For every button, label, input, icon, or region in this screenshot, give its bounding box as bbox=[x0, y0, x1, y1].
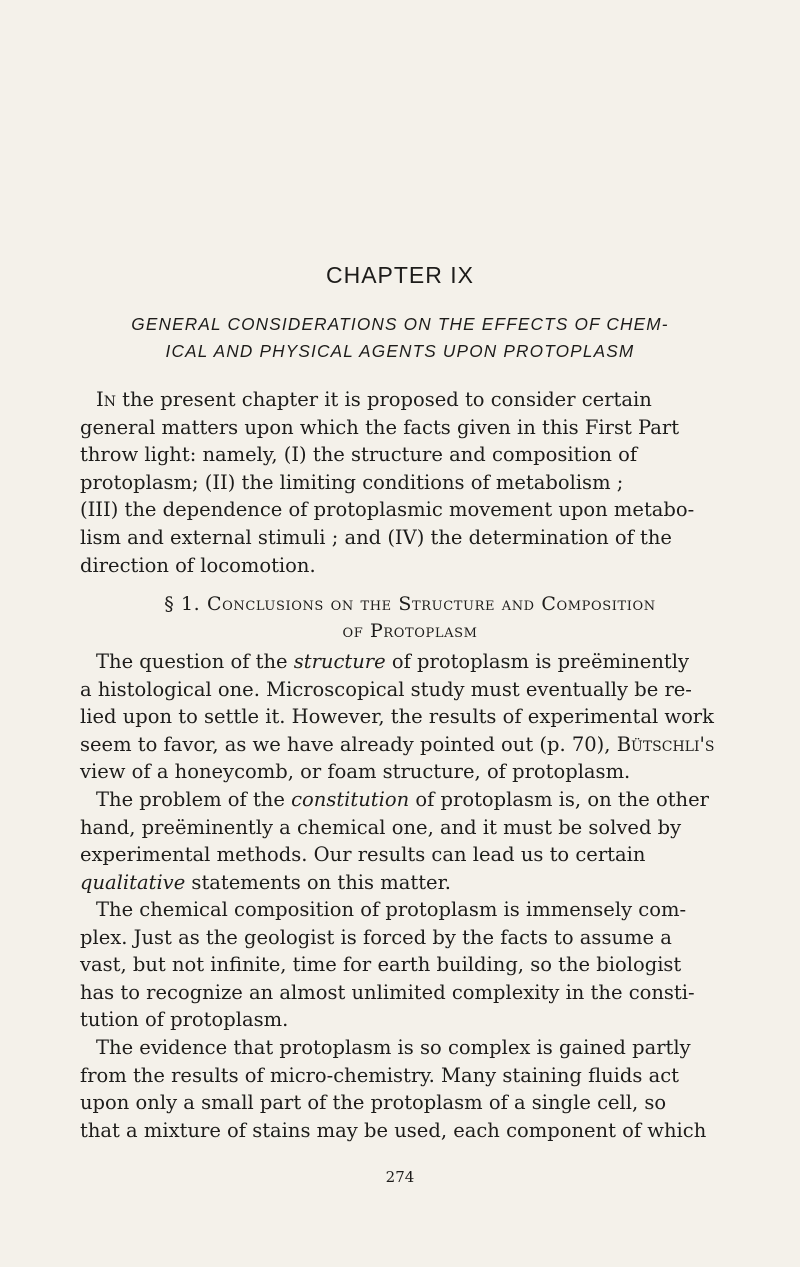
text-line: that a mixture of stains may be used, each component of which bbox=[80, 1118, 707, 1142]
text-line: protoplasm; (II) the limiting conditions of metabolism ; bbox=[80, 470, 624, 494]
text-line: general matters upon which the facts given in this First Part bbox=[80, 415, 680, 439]
text-line: direction of locomotion. bbox=[80, 553, 316, 577]
text-line: plex. Just as the geologist is forced by the facts to assume a bbox=[80, 925, 672, 949]
paragraph-structure bbox=[80, 648, 740, 786]
text-line: from the results of micro-chemistry. Many staining fluids act bbox=[80, 1063, 679, 1087]
text-line: The chemical composition of protoplasm is immensely com- bbox=[96, 898, 687, 921]
first-word: In bbox=[96, 388, 116, 411]
text-line: The evidence that protoplasm is so complex is gained partly bbox=[96, 1036, 691, 1059]
paragraph-evidence bbox=[80, 1034, 740, 1144]
section-heading-line-2: of Protoplasm bbox=[342, 620, 478, 642]
text-line: has to recognize an almost unlimited complexity in the consti- bbox=[80, 980, 695, 1004]
text-line: (III) the dependence of protoplasmic movement upon metabo- bbox=[80, 498, 695, 522]
text-line bbox=[80, 869, 740, 897]
text-line: lism and external stimuli ; and (IV) the determination of the bbox=[80, 525, 672, 549]
chapter-title bbox=[68, 311, 732, 365]
text-line: tution of protoplasm. bbox=[80, 1008, 289, 1032]
text-line: a histological one. Microscopical study must eventually be re- bbox=[80, 677, 692, 701]
author-name: Bütschli's bbox=[616, 732, 715, 756]
section-heading bbox=[80, 591, 740, 645]
italic-term: structure bbox=[293, 650, 386, 673]
text-line: experimental methods. Our results can lead us to certain bbox=[80, 843, 646, 867]
chapter-heading: CHAPTER IX bbox=[325, 262, 475, 288]
chapter-title-line-1: GENERAL CONSIDERATIONS ON THE EFFECTS OF CHEM- bbox=[131, 314, 669, 334]
text-line: vast, but not infinite, time for earth building, so the biologist bbox=[80, 953, 682, 977]
text-fragment: seem to favor, as we have already pointed out (p. 70), bbox=[80, 732, 617, 756]
text-fragment: the present chapter it is proposed to consider certain bbox=[115, 388, 652, 411]
text-line: view of a honeycomb, or foam structure, of protoplasm. bbox=[80, 760, 631, 784]
italic-term: qualitative bbox=[80, 870, 186, 894]
text-fragment: of protoplasm is preëminently bbox=[385, 650, 689, 673]
text-line bbox=[80, 648, 740, 676]
text-fragment: The problem of the bbox=[96, 788, 292, 811]
text-fragment: The question of the bbox=[96, 650, 294, 673]
italic-term: constitution bbox=[291, 788, 410, 811]
intro-paragraph bbox=[80, 386, 740, 579]
paragraph-constitution bbox=[80, 786, 740, 896]
text-line bbox=[80, 731, 740, 759]
text-line: hand, preëminently a chemical one, and it must be solved by bbox=[80, 815, 682, 839]
text-fragment: statements on this matter. bbox=[185, 870, 451, 894]
text-line: lied upon to settle it. However, the results of experimental work bbox=[80, 705, 714, 729]
page-number: 274 bbox=[385, 1168, 415, 1186]
text-line bbox=[80, 386, 740, 414]
text-line: upon only a small part of the protoplasm of a single cell, so bbox=[80, 1091, 667, 1115]
paragraph-composition bbox=[80, 896, 740, 1034]
chapter-title-line-2: ICAL AND PHYSICAL AGENTS UPON PROTOPLASM bbox=[165, 341, 635, 361]
text-line bbox=[80, 786, 740, 814]
text-fragment: of protoplasm is, on the other bbox=[409, 788, 709, 811]
text-line: throw light: namely, (I) the structure and composition of bbox=[80, 443, 638, 467]
section-heading-line-1: § 1. Conclusions on the Structure and Composition bbox=[164, 593, 656, 615]
